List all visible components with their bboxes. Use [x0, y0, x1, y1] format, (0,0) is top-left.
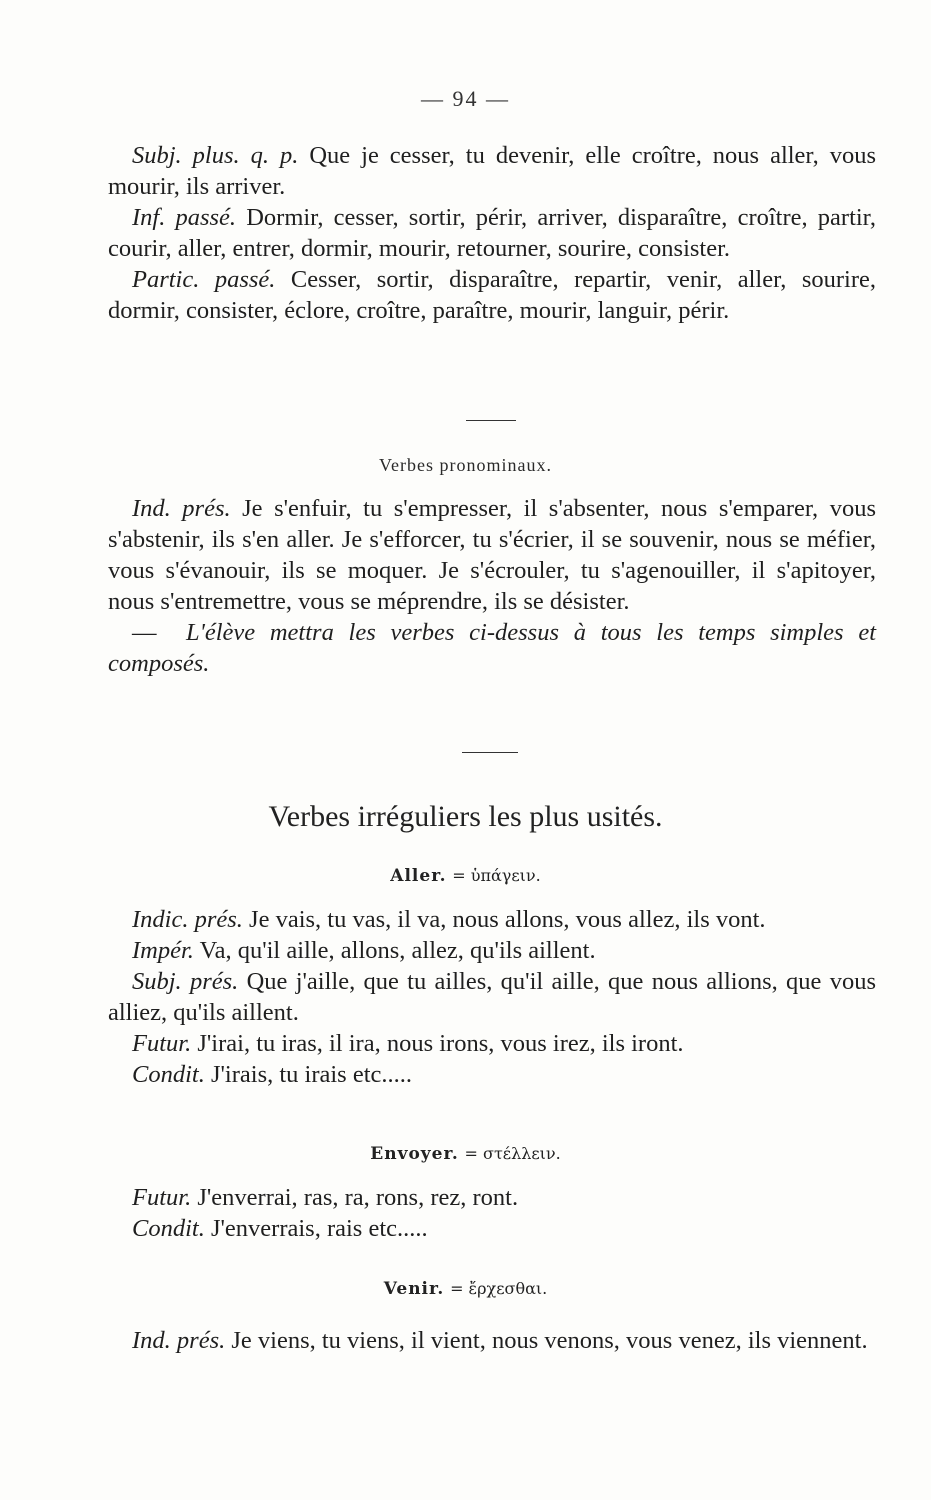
paragraph-text: Cesser, sortir, disparaître, repartir, venir, aller, sourire, dormir, consister, éclore, croître, paraître, mourir, languir, périr. [108, 266, 876, 324]
tense-label: Inf. passé. [132, 204, 237, 231]
tense-label: Condit. [132, 1061, 205, 1088]
tense-label: Subj. prés. [132, 968, 239, 995]
verb-name: Aller. [390, 866, 447, 886]
verb-block-aller [108, 904, 876, 1090]
conjugation-line [108, 1182, 876, 1213]
conjugation-text: J'irai, tu iras, il ira, nous irons, vous irez, ils iront. [191, 1030, 684, 1057]
conjugation-block-2 [108, 493, 876, 679]
paragraph-subj-plus [108, 140, 876, 202]
paragraph-text: Que je cesser, tu devenir, elle croître, nous aller, vous mourir, ils arriver. [108, 142, 876, 200]
verb-name: Venir. [383, 1279, 445, 1299]
greek-equivalent: = ἔρχεσθαι. [450, 1279, 548, 1298]
conjugation-text: Je vais, tu vas, il va, nous allons, vous allez, ils vont. [242, 906, 766, 933]
instruction-paragraph [108, 617, 876, 679]
conjugation-text: J'enverrais, rais etc..... [204, 1215, 428, 1242]
conjugation-line [108, 1028, 876, 1059]
paragraph-ind-pres [108, 493, 876, 617]
verb-block-venir [108, 1325, 876, 1356]
verb-heading-aller [0, 865, 931, 886]
conjugation-line [108, 1325, 876, 1356]
conjugation-line [108, 1213, 876, 1244]
instruction-text: L'élève mettra les verbes ci-dessus à tous les temps simples et composés. [108, 619, 877, 677]
section-heading-pronominaux: Verbes pronominaux. [379, 455, 552, 475]
conjugation-line [108, 1059, 876, 1090]
tense-label: Indic. prés. [132, 906, 243, 933]
conjugation-text: Va, qu'il aille, allons, allez, qu'ils aillent. [193, 937, 596, 964]
paragraph-text: Je s'enfuir, tu s'empresser, il s'absenter, nous s'emparer, vous s'abstenir, ils s'en aller. Je s'efforcer, tu s'écrier, il se souvenir, nous se méfier, vous s'évanouir, ils se moquer. Je s'écrouler, tu s'agenouiller, il s'apitoyer, nous s'entremettre, vous se méprendre, ils se désister. [108, 495, 876, 615]
conjugation-text: J'irais, tu irais etc..... [204, 1061, 413, 1088]
paragraph-partic-passe [108, 264, 876, 326]
conjugation-text: Que j'aille, que tu ailles, qu'il aille, que nous allions, que vous alliez, qu'ils aillent. [108, 968, 877, 1026]
tense-label: Futur. [132, 1030, 192, 1057]
instruction-dash: — [132, 619, 157, 646]
tense-label: Futur. [132, 1184, 192, 1211]
tense-label: Ind. prés. [132, 1327, 226, 1354]
main-title: Verbes irréguliers les plus usités. [268, 800, 663, 833]
paragraph-text: Dormir, cesser, sortir, périr, arriver, disparaître, croître, partir, courir, aller, entrer, dormir, mourir, retourner, sourire, consister. [108, 204, 876, 262]
divider [462, 752, 518, 753]
divider [466, 420, 516, 421]
page-number: — 94 — [421, 86, 510, 111]
tense-label: Partic. passé. [132, 266, 276, 293]
conjugation-text: Je viens, tu viens, il vient, nous venons, vous venez, ils viennent. [225, 1327, 868, 1354]
tense-label: Condit. [132, 1215, 205, 1242]
conjugation-line [108, 966, 876, 1028]
tense-label: Impér. [132, 937, 194, 964]
conjugation-block-1 [108, 140, 876, 326]
paragraph-inf-passe [108, 202, 876, 264]
verb-heading-venir [0, 1278, 931, 1299]
verb-heading-envoyer [0, 1143, 931, 1164]
verb-block-envoyer [108, 1182, 876, 1244]
conjugation-line [108, 904, 876, 935]
tense-label: Ind. prés. [132, 495, 231, 522]
greek-equivalent: = στέλλειν. [464, 1144, 561, 1163]
conjugation-text: J'enverrai, ras, ra, rons, rez, ront. [191, 1184, 519, 1211]
tense-label: Subj. plus. q. p. [132, 142, 299, 169]
greek-equivalent: = ὑπάγειν. [452, 866, 541, 885]
verb-name: Envoyer. [370, 1144, 459, 1164]
conjugation-line [108, 935, 876, 966]
